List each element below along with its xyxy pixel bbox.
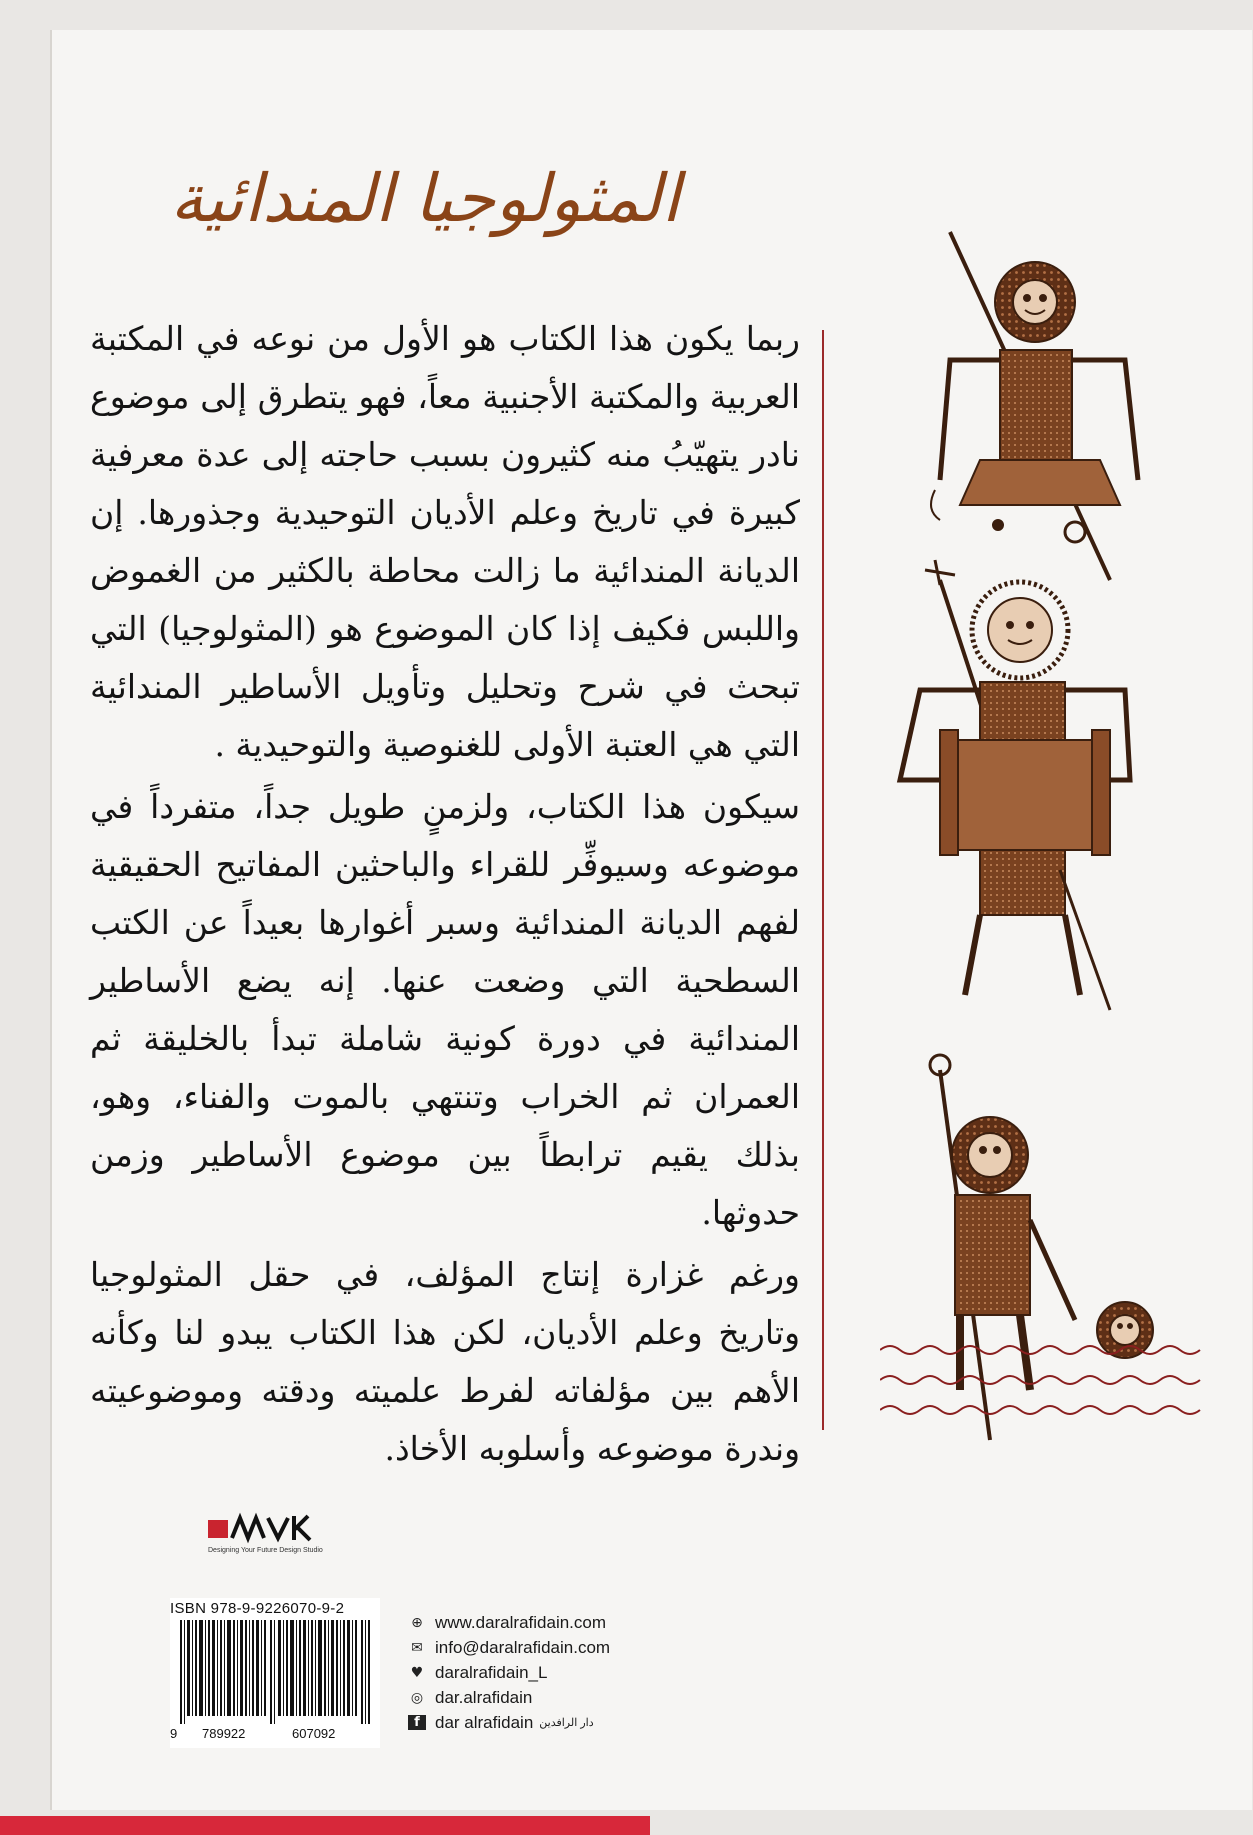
isbn-barcode [170, 1598, 380, 1748]
figure-in-water [880, 1055, 1200, 1440]
contact-email[interactable] [408, 1635, 708, 1660]
globe-icon: ⊕ [411, 1614, 423, 1631]
blurb-text [90, 310, 800, 1478]
red-bottom-strip [0, 1816, 650, 1835]
seated-figure [931, 232, 1138, 580]
contact-twitter[interactable] [408, 1660, 708, 1685]
blurb-paragraph-1: ربما يكون هذا الكتاب هو الأول من نوعه في المكتبة العربية والمكتبة الأجنبية معاً، فهو يتطرق إلى موضوع نادر يتهيّبُ منه كثيرون بسبب حاجته إلى عدة معرفية كبيرة في تاريخ وعلم الأديان التوحيدية وجذورها. إن الديانة المندائية ما زالت محاطة بالكثير من الغموض واللبس فكيف إذا كان الموضوع هو (المثولوجيا) التي تبحث في شرح وتحليل وتأويل الأساطير المندائية التي هي العتبة الأولى للغنوصية والتوحيدية . [90, 319, 800, 764]
twitter-icon: ♥ [410, 1664, 424, 1681]
contact-website-text: www.daralrafidain.com [435, 1612, 607, 1632]
barcode-digit-first: 9 [170, 1726, 178, 1741]
contact-twitter-text: daralrafidain_L [435, 1662, 548, 1682]
barcode-digits-right: 607092 [292, 1726, 336, 1741]
book-title: المثولوجيا المندائية [170, 160, 680, 237]
logo-tagline: Designing Your Future Design Studio [208, 1547, 323, 1554]
blurb-paragraph-2: سيكون هذا الكتاب، ولزمنٍ طويل جداً، متفرداً في موضوعه وسيوفِّر للقراء والباحثين المفاتيح الحقيقية لفهم الديانة المندائية وسبر أغوارها بعيداً عن الكتب السطحية التي وضعت عنها. إنه يضع الأساطير المندائية في دورة كونية شاملة تبدأ بالخليقة ثم العمران ثم الخراب وتنتهي بالموت والفناء، وهو، بذلك يقيم ترابطاً بين موضوع الأساطير وزمن حدوثها. [90, 787, 800, 1232]
barcode-bars [178, 1620, 372, 1724]
contact-instagram-text: dar.alrafidain [435, 1687, 533, 1707]
barcode-digits-left: 789922 [202, 1726, 246, 1741]
instagram-icon: ◎ [410, 1689, 424, 1706]
standing-figure-with-scroll [900, 560, 1130, 1010]
mandaean-figures-illustration [880, 220, 1210, 1550]
contact-facebook-text: dar alrafidain [435, 1712, 534, 1732]
publisher-arabic-name: دار الرافدين [539, 1717, 594, 1729]
contact-website[interactable] [408, 1610, 708, 1635]
isbn-number: ISBN 978-9-9226070-9-2 [170, 1600, 345, 1617]
facebook-icon: f [408, 1715, 426, 1730]
divider-line [822, 330, 824, 1430]
email-icon: ✉ [411, 1639, 423, 1656]
blurb-paragraph-3: ورغم غزارة إنتاج المؤلف، في حقل المثولوجيا وتاريخ وعلم الأديان، لكن هذا الكتاب يبدو لنا وكأنه الأهم بين مؤلفاته لفرط علميته ودقته وموضوعيته وندرة موضوعه وأسلوبه الأخاذ. [90, 1255, 800, 1468]
contact-facebook[interactable] [408, 1710, 708, 1735]
publisher-contacts [408, 1610, 708, 1735]
design-studio-logo [206, 1510, 346, 1556]
contact-email-text: info@daralrafidain.com [435, 1637, 611, 1657]
contact-instagram[interactable] [408, 1685, 708, 1710]
